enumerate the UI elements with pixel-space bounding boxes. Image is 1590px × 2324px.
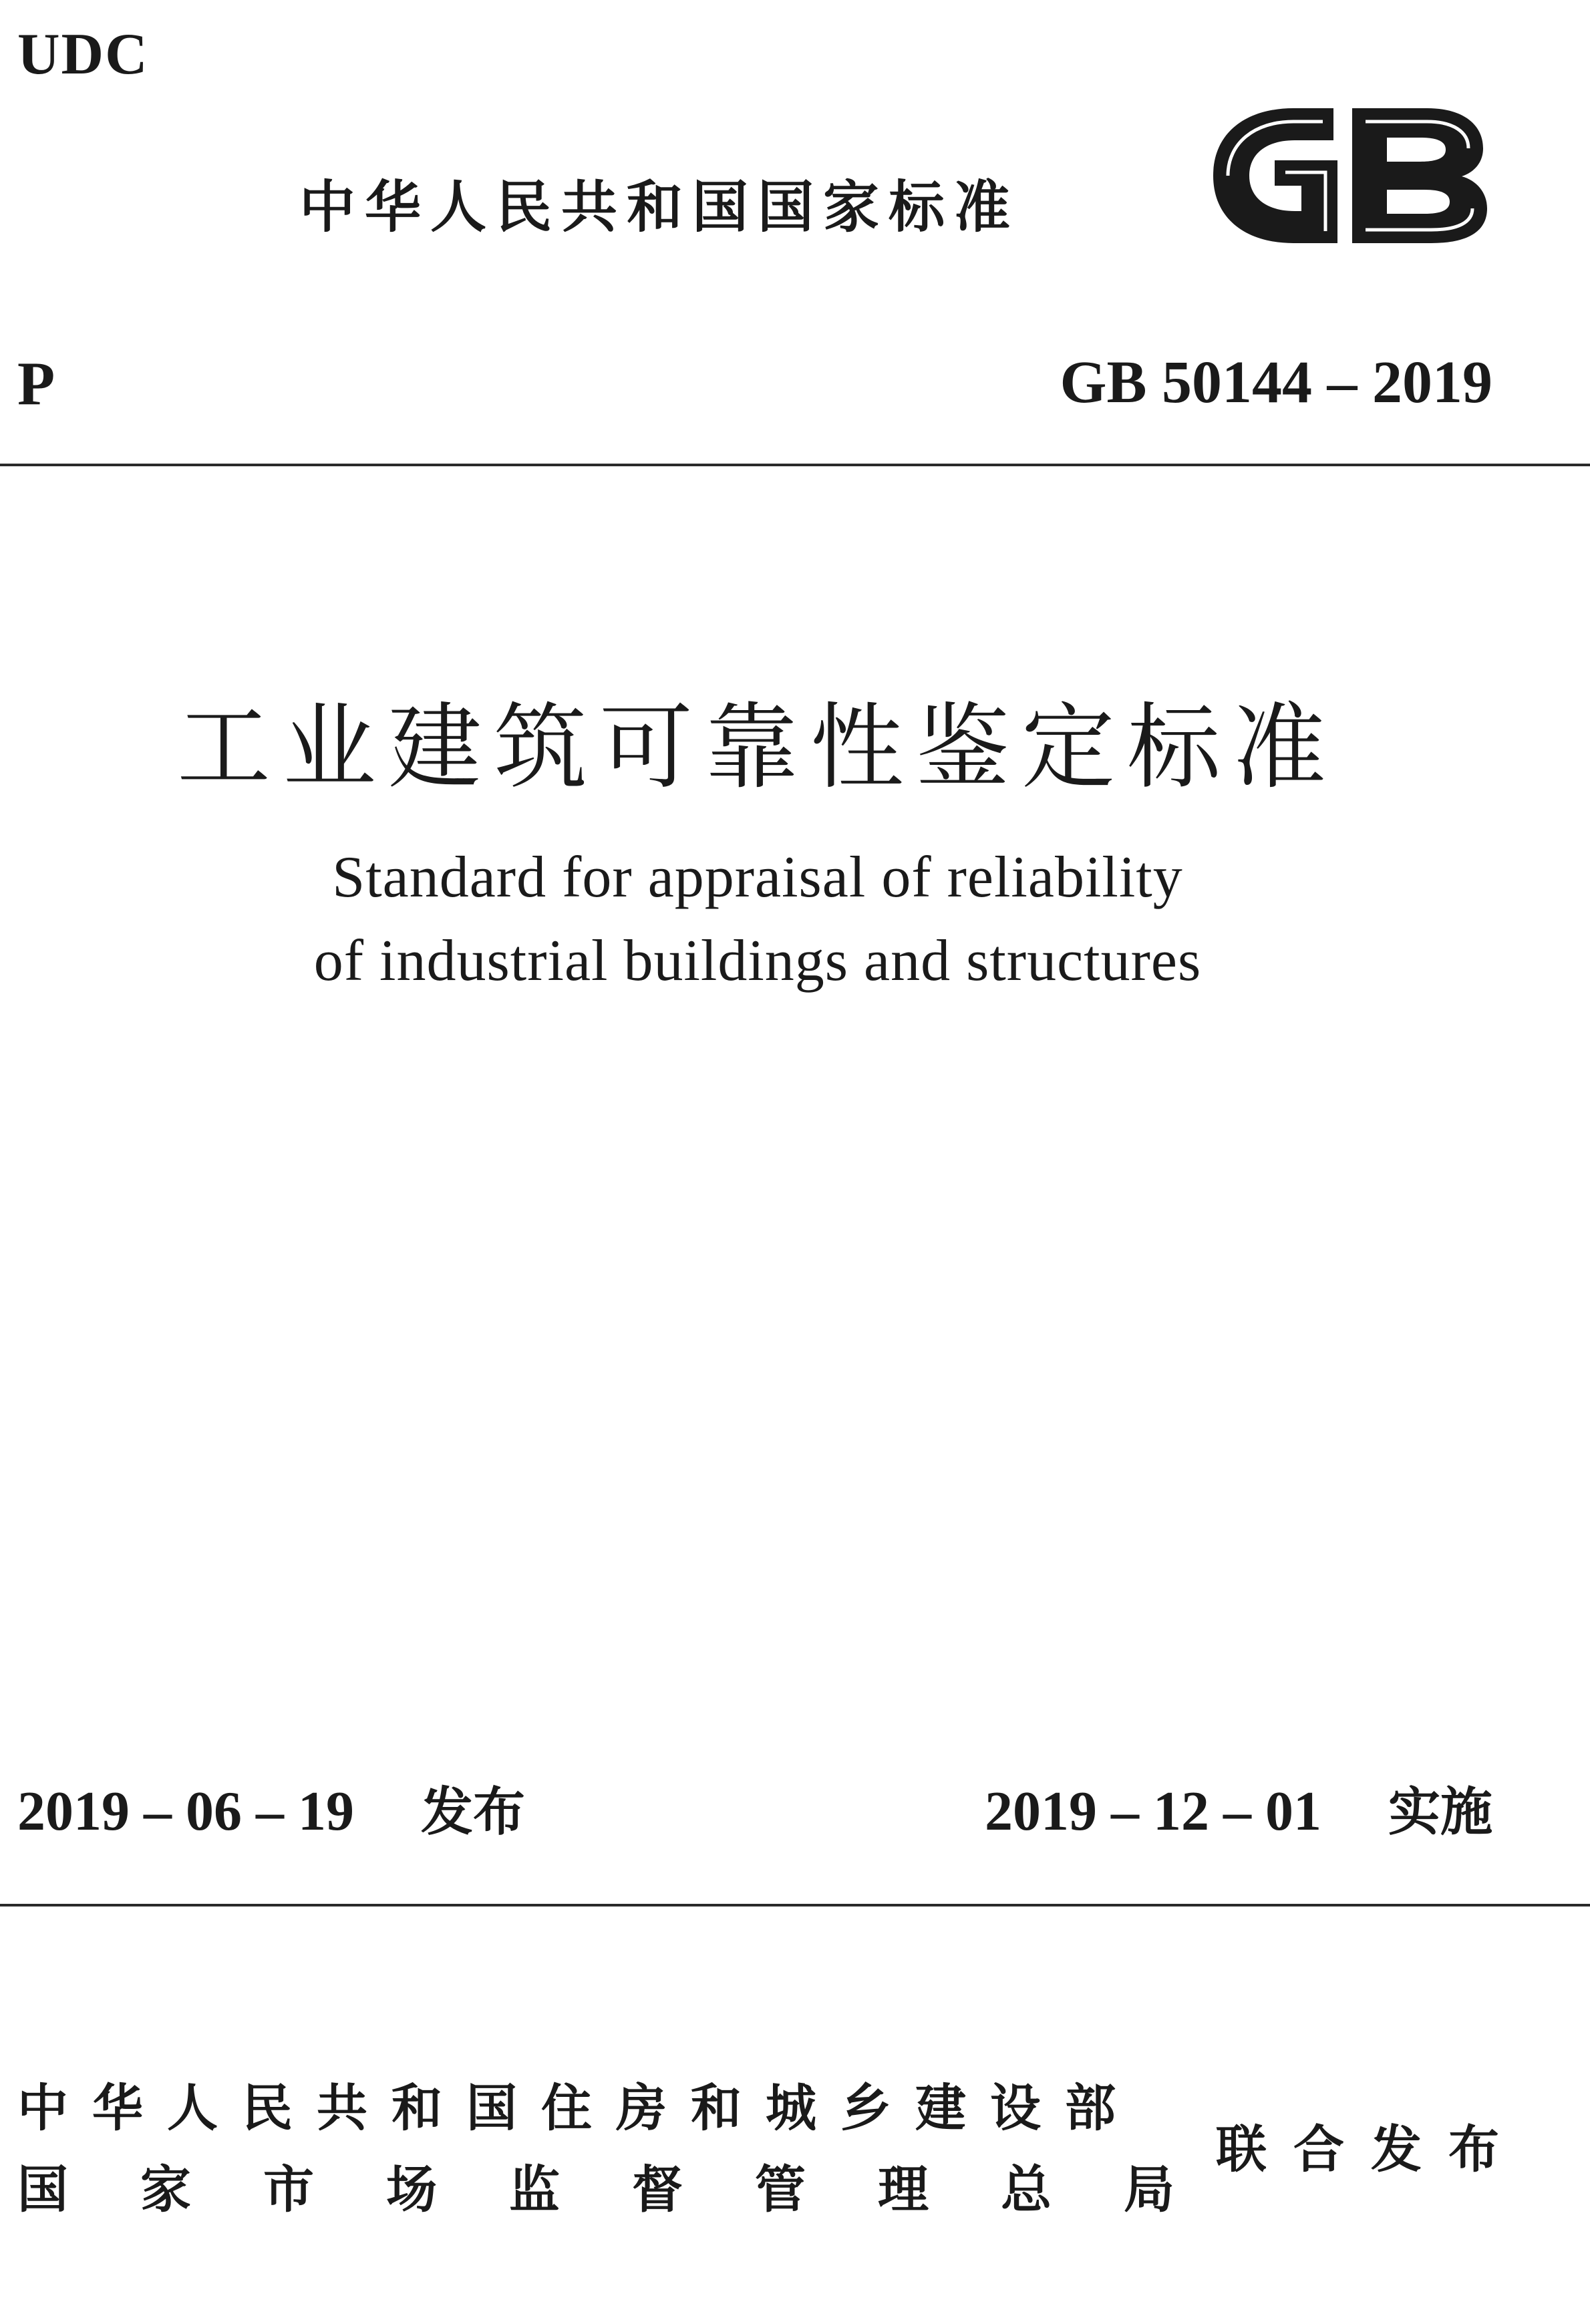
udc-label: UDC bbox=[17, 22, 149, 87]
gb-logo-g-letter bbox=[1213, 108, 1337, 243]
bottom-divider bbox=[0, 1904, 1590, 1906]
effective-date: 2019 – 12 – 01 bbox=[984, 1780, 1321, 1842]
publisher-ministry: 中华人民共和国住房和城乡建设部 bbox=[17, 2078, 1140, 2138]
national-standard-title: 中华人民共和国国家标准 bbox=[299, 174, 1020, 240]
document-title-chinese: 工业建筑可靠性鉴定标准 bbox=[176, 693, 1338, 802]
standard-number: GB 50144 – 2019 bbox=[1060, 349, 1492, 416]
issue-label: 发布 bbox=[421, 1782, 526, 1842]
document-title-english-line1: Standard for appraisal of reliability bbox=[332, 845, 1183, 910]
publisher-administration: 国家市场监督管理总局 bbox=[17, 2160, 1247, 2219]
gb-logo-b-letter bbox=[1352, 108, 1487, 243]
effective-date-row bbox=[984, 1780, 1492, 1842]
top-divider bbox=[0, 464, 1590, 466]
classification-code: P bbox=[17, 349, 55, 418]
document-title-english-line2: of industrial buildings and structures bbox=[313, 929, 1202, 993]
issue-date: 2019 – 06 – 19 bbox=[17, 1780, 354, 1842]
joint-publish-label: 联合发布 bbox=[1216, 2120, 1526, 2179]
effective-label: 实施 bbox=[1388, 1782, 1492, 1842]
issue-date-row bbox=[17, 1780, 526, 1842]
gb-logo bbox=[1200, 99, 1496, 253]
